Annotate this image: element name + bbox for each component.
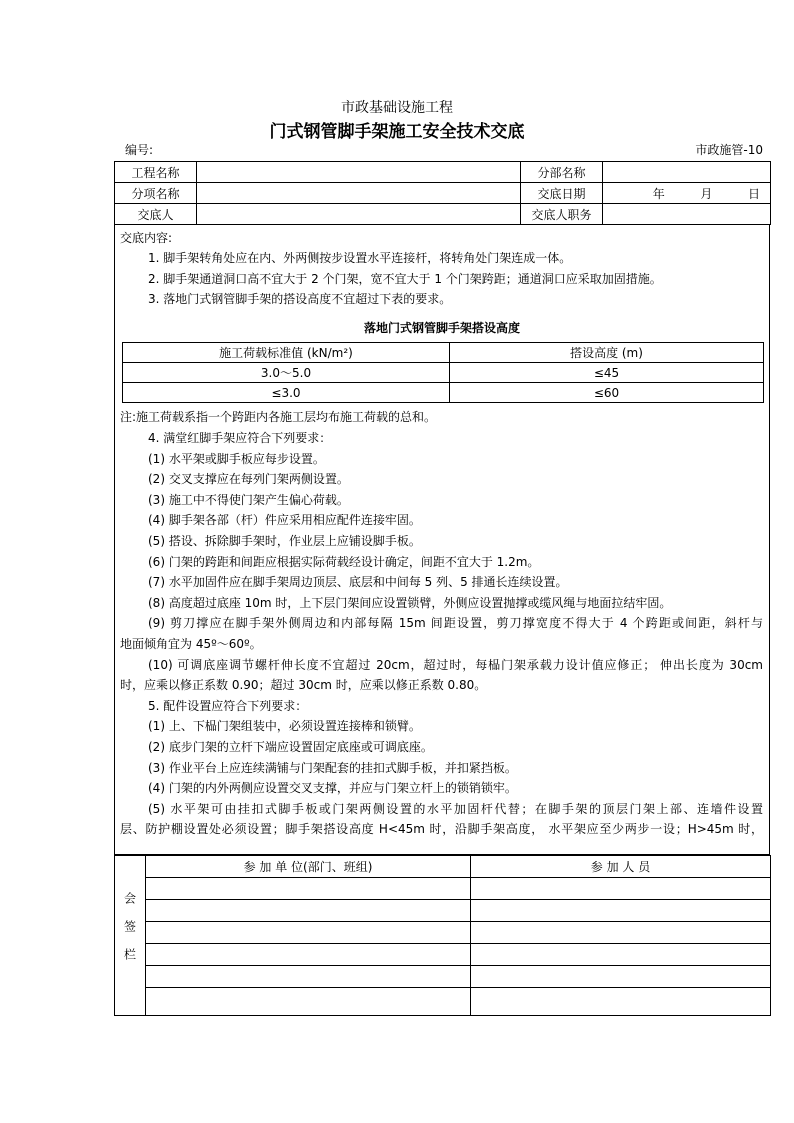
- signoff-table: [114, 855, 771, 1016]
- table-row: [115, 922, 771, 944]
- column-header: 参 加 单 位(部门、班组): [146, 856, 471, 878]
- table-row: [115, 900, 771, 922]
- column-header: 参 加 人 员: [471, 856, 771, 878]
- list-item: (4) 门架的内外两侧应设置交叉支撑，并应与门架立杆上的锁销锁牢。: [148, 781, 517, 795]
- list-item: (4) 脚手架各部（杆）件应采用相应配件连接牢固。: [148, 513, 421, 527]
- person-cell[interactable]: [471, 988, 771, 1016]
- info-row: [115, 204, 771, 225]
- signoff-side-text: 会签栏: [122, 892, 137, 976]
- table-row: [123, 383, 764, 403]
- table-row: [115, 988, 771, 1016]
- list-item: (1) 水平架或脚手板应每步设置。: [148, 452, 325, 466]
- table-cell: ≤45: [450, 363, 764, 383]
- list-item: (6) 门架的跨距和间距应根据实际荷载经设计确定，间距不宜大于 1.2m。: [148, 555, 540, 569]
- signoff-side-label: [115, 856, 146, 1016]
- table-row: [115, 878, 771, 900]
- list-item: (7) 水平加固件应在脚手架周边顶层、底层和中间每 5 列、5 排通长连续设置。: [148, 575, 568, 589]
- list-item: (10) 可调底座调节螺杆伸长度不宜超过 20cm，超过时，每榀门架承载力设计值应修正； 伸出长度为 30cm: [148, 658, 763, 672]
- unit-cell[interactable]: [146, 900, 471, 922]
- code-label: 编号:: [125, 143, 154, 157]
- list-item: (9) 剪刀撑应在脚手架外侧周边和内部每隔 15m 间距设置，剪刀撑宽度不得大于 4 个跨距或间距，斜杆与: [148, 616, 763, 630]
- list-item-continued: 层、防护棚设置处必须设置；脚手架搭设高度 H<45m 时，沿脚手架高度， 水平架应至少两步一设；H>45m 时，: [120, 822, 763, 836]
- person-cell[interactable]: [471, 900, 771, 922]
- column-header: 搭设高度 (m): [450, 343, 764, 363]
- paragraph-2: 2. 脚手架通道洞口高不宜大于 2 个门架，宽不宜大于 1 个门架跨距；通道洞口应采取加固措施。: [148, 272, 662, 286]
- subitem-field[interactable]: [197, 183, 521, 204]
- list-item: (8) 高度超过底座 10m 时，上下层门架间应设置锁臂，外侧应设置抛撑或缆风绳与地面拉结牢固。: [148, 596, 672, 610]
- unit-cell[interactable]: [146, 922, 471, 944]
- document-title: 门式钢管脚手架施工安全技术交底: [269, 122, 525, 142]
- project-name-field[interactable]: [197, 162, 521, 183]
- content-heading: 交底内容:: [120, 231, 173, 245]
- list-item-continued: 时，应乘以修正系数 0.90；超过 30cm 时，应乘以修正系数 0.80。: [120, 678, 487, 692]
- height-table: [122, 342, 764, 403]
- project-name-label: 工程名称: [115, 162, 197, 183]
- info-row: [115, 162, 771, 183]
- list-item: (5) 水平架可由挂扣式脚手板或门架两侧设置的水平加固杆代替；在脚手架的顶层门架上部、连墙件设置: [148, 802, 763, 816]
- table-cell: ≤3.0: [123, 383, 450, 403]
- table-cell: ≤60: [450, 383, 764, 403]
- paragraph-3: 3. 落地门式钢管脚手架的搭设高度不宜超过下表的要求。: [148, 292, 452, 306]
- table-row: [115, 944, 771, 966]
- person-cell[interactable]: [471, 922, 771, 944]
- info-row: [115, 183, 771, 204]
- table-row: [123, 363, 764, 383]
- unit-cell[interactable]: [146, 966, 471, 988]
- part-name-label: 分部名称: [521, 162, 603, 183]
- table-header-row: [123, 343, 764, 363]
- table-row: [115, 966, 771, 988]
- column-header: 施工荷载标准值 (kN/m²): [123, 343, 450, 363]
- list-item: (3) 施工中不得使门架产生偏心荷载。: [148, 493, 349, 507]
- list-item: (2) 底步门架的立杆下端应设置固定底座或可调底座。: [148, 740, 433, 754]
- table-cell: 3.0～5.0: [123, 363, 450, 383]
- unit-cell[interactable]: [146, 878, 471, 900]
- discloser-field[interactable]: [197, 204, 521, 225]
- list-item: (1) 上、下榀门架组装中，必须设置连接棒和锁臂。: [148, 719, 421, 733]
- discloser-title-field[interactable]: [603, 204, 771, 225]
- date-field[interactable]: 年 月 日: [603, 183, 771, 204]
- document-subtitle: 市政基础设施工程: [341, 100, 453, 116]
- person-cell[interactable]: [471, 966, 771, 988]
- list-item-continued: 地面倾角宜为 45º～60º。: [120, 637, 262, 651]
- paragraph-4: 4. 满堂红脚手架应符合下列要求：: [148, 431, 332, 445]
- content-box: [114, 224, 770, 855]
- subitem-label: 分项名称: [115, 183, 197, 204]
- discloser-label: 交底人: [115, 204, 197, 225]
- table-header-row: [115, 856, 771, 878]
- unit-cell[interactable]: [146, 944, 471, 966]
- unit-cell[interactable]: [146, 988, 471, 1016]
- table-note: 注:施工荷载系指一个跨距内各施工层均布施工荷载的总和。: [120, 410, 437, 424]
- person-cell[interactable]: [471, 944, 771, 966]
- list-item: (5) 搭设、拆除脚手架时，作业层上应铺设脚手板。: [148, 534, 421, 548]
- person-cell[interactable]: [471, 878, 771, 900]
- paragraph-5: 5. 配件设置应符合下列要求：: [148, 699, 308, 713]
- discloser-title-label: 交底人职务: [521, 204, 603, 225]
- date-label: 交底日期: [521, 183, 603, 204]
- info-table: [114, 161, 771, 225]
- list-item: (3) 作业平台上应连续满铺与门架配套的挂扣式脚手板，并扣紧挡板。: [148, 761, 517, 775]
- paragraph-1: 1. 脚手架转角处应在内、外两侧按步设置水平连接杆，将转角处门架连成一体。: [148, 251, 572, 265]
- height-table-title: 落地门式钢管脚手架搭设高度: [363, 321, 520, 335]
- part-name-field[interactable]: [603, 162, 771, 183]
- code-value: 市政施管-10: [695, 143, 763, 157]
- list-item: (2) 交叉支撑应在每列门架两侧设置。: [148, 472, 349, 486]
